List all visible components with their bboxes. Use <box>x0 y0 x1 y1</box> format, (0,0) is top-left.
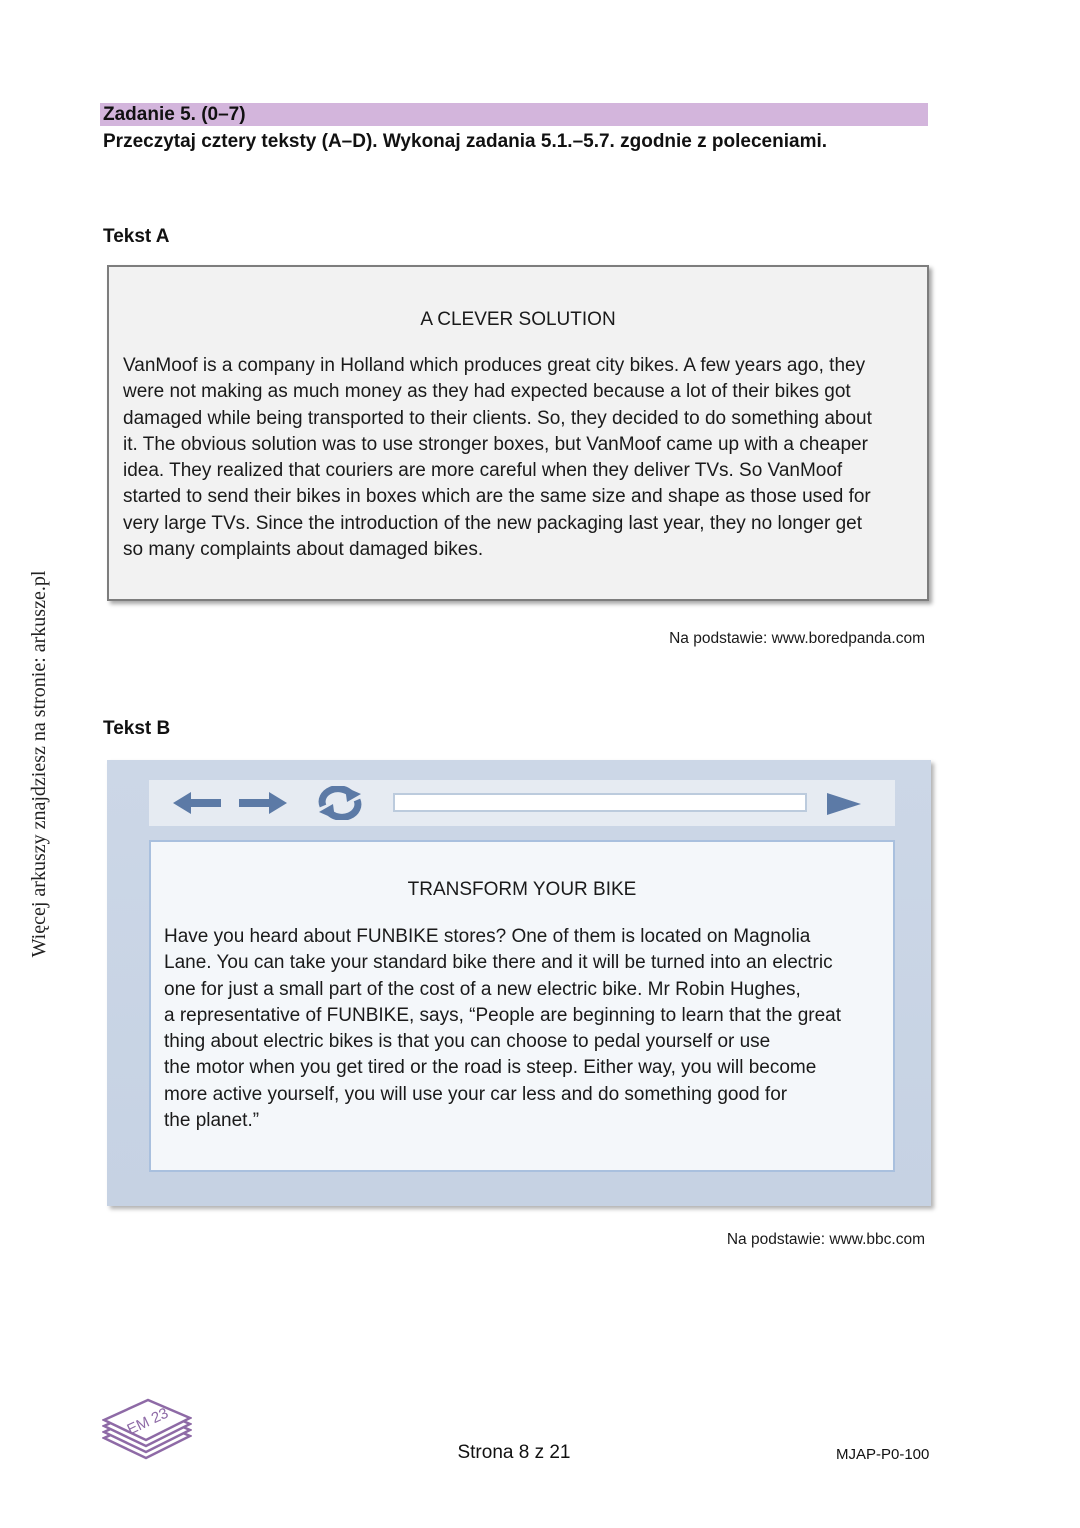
text-b-source: Na podstawie: www.bbc.com <box>726 1231 925 1248</box>
address-bar <box>393 793 807 812</box>
play-icon <box>825 792 863 816</box>
text-b-line: the planet.” <box>164 1110 260 1132</box>
text-b-line: a representative of FUNBIKE, says, “People are beginning to learn that the great <box>164 1004 841 1026</box>
text-b-line: the motor when you get tired or the road is steep. Either way, you will become <box>164 1057 817 1079</box>
logo-text: EM 23 <box>124 1404 172 1439</box>
task-title: Zadanie 5. (0–7) <box>103 104 246 125</box>
text-a-line: started to send their bikes in boxes which are the same size and shape as those used for <box>123 486 871 508</box>
arrow-left-icon <box>171 789 223 817</box>
text-a-box <box>107 265 929 601</box>
arrow-right-icon <box>237 789 289 817</box>
text-b-line: Have you heard about FUNBIKE stores? One of them is located on Magnolia <box>164 926 811 947</box>
browser-frame <box>107 760 931 1206</box>
sidebar-note: Więcej arkuszy znajdziesz na stronie: arkusze.pl <box>28 570 50 958</box>
text-b-body <box>164 924 886 1134</box>
text-b-line: more active yourself, you will use your car less and do something good for <box>164 1083 788 1105</box>
page-number: Strona 8 z 21 <box>457 1442 571 1463</box>
text-a-line: VanMoof is a company in Holland which produces great city bikes. A few years ago, they <box>123 355 866 376</box>
text-a-line: so many complaints about damaged bikes. <box>123 539 484 561</box>
text-a-body <box>123 353 915 563</box>
text-a-line: damaged while being transported to their clients. So, they decided to do something about <box>123 407 872 429</box>
text-b-line: thing about electric bikes is that you can choose to pedal yourself or use <box>164 1031 771 1053</box>
task-instruction: Przeczytaj cztery teksty (A–D). Wykonaj zadania 5.1.–5.7. zgodnie z poleceniami. <box>103 131 828 152</box>
text-b-title: TRANSFORM YOUR BIKE <box>407 879 637 900</box>
exam-code: MJAP-P0-100 <box>836 1446 930 1463</box>
text-a-line: idea. They realized that couriers are more careful when they deliver TVs. So VanMoof <box>123 460 843 482</box>
text-b-label: Tekst B <box>103 718 171 739</box>
text-b-line: one for just a small part of the cost of a new electric bike. Mr Robin Hughes, <box>164 978 801 1000</box>
text-a-label: Tekst A <box>103 226 170 247</box>
browser-content <box>149 840 895 1172</box>
browser-toolbar <box>149 780 895 826</box>
text-a-line: were not making as much money as they had expected because a lot of their bikes got <box>123 381 851 403</box>
text-a-title: A CLEVER SOLUTION <box>420 309 616 330</box>
text-b-line: Lane. You can take your standard bike there and it will be turned into an electric <box>164 952 833 974</box>
text-a-source: Na podstawie: www.boredpanda.com <box>669 630 925 647</box>
text-a-line: it. The obvious solution was to use stronger boxes, but VanMoof came up with a cheaper <box>123 433 868 455</box>
refresh-icon <box>311 786 369 820</box>
text-a-line: very large TVs. Since the introduction of the new packaging last year, they no longer get <box>123 512 862 534</box>
